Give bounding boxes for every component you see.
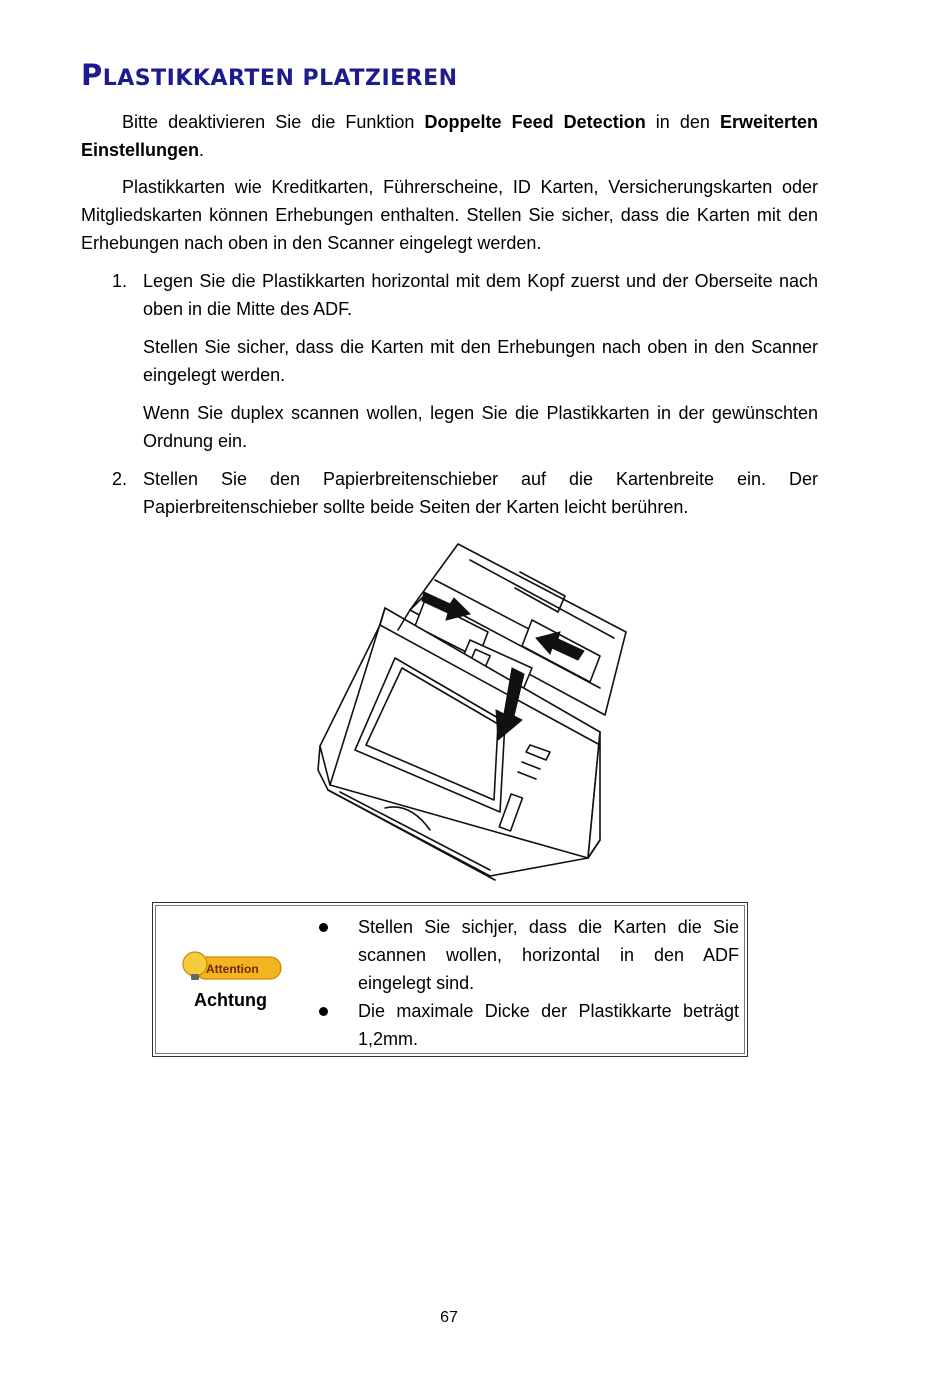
bullet-icon — [319, 923, 328, 932]
section-heading: PLASTIKKARTEN PLATZIEREN — [81, 58, 458, 92]
intro-paragraph-1: Bitte deaktivieren Sie die Funktion Doppelte Feed Detection in den Erweiterten Einstellungen. — [81, 112, 818, 160]
step-subparagraph: Wenn Sie duplex scannen wollen, legen Sie die Plastikkarten in der gewünschten Ordnung ein. — [143, 403, 818, 451]
page-number: 67 — [440, 1309, 458, 1326]
scanner-illustration — [300, 540, 630, 888]
attention-box — [152, 902, 748, 1057]
bullet-icon — [319, 1007, 328, 1016]
step-subparagraph: Stellen Sie sicher, dass die Karten mit den Erhebungen nach oben in den Scanner eingelegt werden. — [143, 337, 818, 385]
attention-lightbulb-icon — [181, 949, 283, 985]
note-bullet: Die maximale Dicke der Plastikkarte beträgt 1,2mm. — [358, 1001, 739, 1049]
step-text: Legen Sie die Plastikkarten horizontal mit dem Kopf zuerst und der Oberseite nach oben in die Mitte des ADF. — [143, 271, 818, 319]
step-number: 1. — [112, 271, 128, 291]
intro-paragraph-2: Plastikkarten wie Kreditkarten, Führerscheine, ID Karten, Versicherungskarten oder Mitgliedskarten können Erhebungen enthalten. Stellen Sie sicher, dass die Karten mit den Erhebungen nach oben in den Scanner eingelegt werden. — [81, 177, 818, 253]
attention-label-cell — [153, 903, 308, 1056]
step-number: 2. — [112, 469, 128, 489]
step-text: Stellen Sie den Papierbreitenschieber auf die Kartenbreite ein. Der Papierbreitenschieber sollte beide Seiten der Karten leicht berühren. — [143, 469, 818, 517]
note-label: Achtung — [194, 990, 267, 1010]
attention-badge-text: Attention — [206, 962, 259, 976]
note-bullet: Stellen Sie sichjer, dass die Karten die Sie scannen wollen, horizontal in den ADF eingelegt sind. — [358, 917, 739, 993]
